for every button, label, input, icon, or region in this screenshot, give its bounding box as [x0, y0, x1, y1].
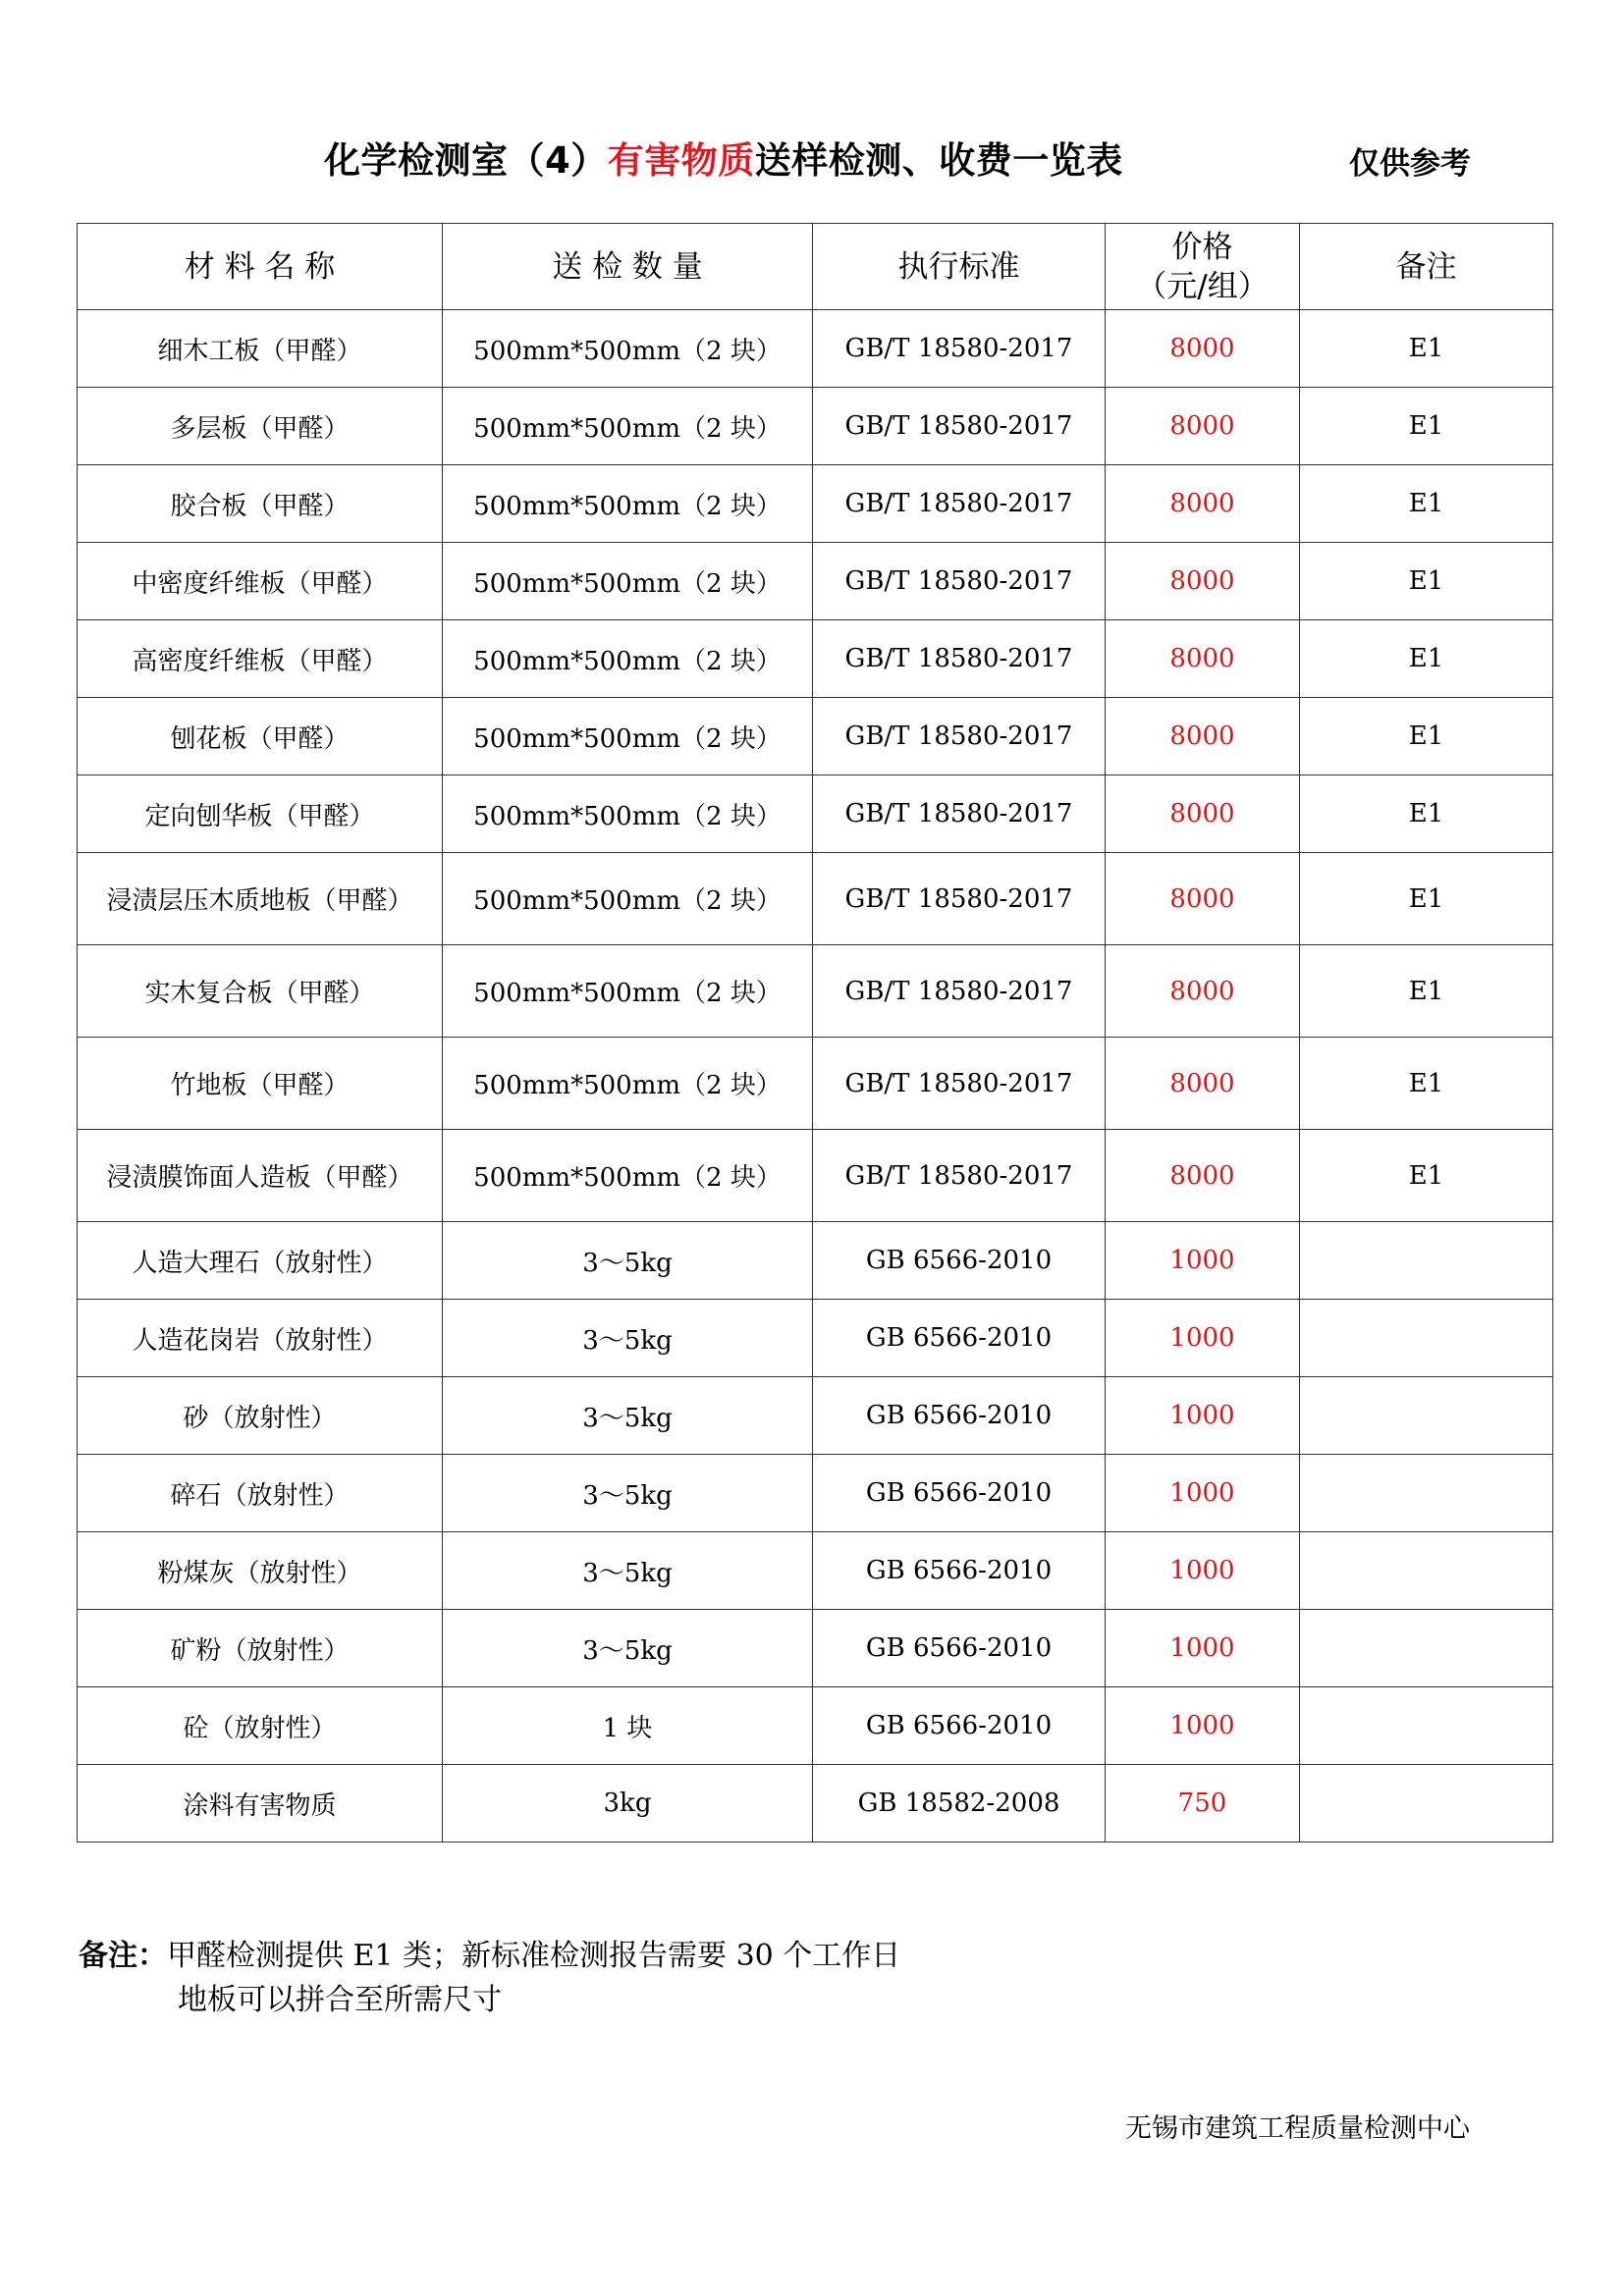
cell-price: 1000 — [1106, 1455, 1300, 1532]
cell-standard: GB 6566-2010 — [813, 1377, 1106, 1455]
cell-remark: E1 — [1300, 945, 1553, 1038]
cell-name: 多层板（甲醛） — [78, 388, 443, 465]
cell-standard: GB 6566-2010 — [813, 1610, 1106, 1687]
cell-name: 涂料有害物质 — [78, 1765, 443, 1842]
cell-standard: GB 6566-2010 — [813, 1687, 1106, 1765]
title-suffix: 送样检测、收费一览表 — [754, 139, 1123, 182]
cell-price: 1000 — [1106, 1610, 1300, 1687]
cell-standard: GB/T 18580-2017 — [813, 775, 1106, 853]
cell-price: 750 — [1106, 1765, 1300, 1842]
table-row — [78, 620, 1553, 698]
table-row — [78, 1765, 1553, 1842]
cell-remark: E1 — [1300, 698, 1553, 775]
cell-remark: E1 — [1300, 620, 1553, 698]
page-title — [324, 130, 1123, 192]
cell-standard: GB 6566-2010 — [813, 1222, 1106, 1300]
notes-label: 备注： — [79, 1939, 167, 1973]
cell-remark — [1300, 1610, 1553, 1687]
cell-name: 浸渍膜饰面人造板（甲醛） — [78, 1130, 443, 1222]
cell-remark — [1300, 1455, 1553, 1532]
cell-name: 人造大理石（放射性） — [78, 1222, 443, 1300]
table-row — [78, 1687, 1553, 1765]
cell-price: 1000 — [1106, 1687, 1300, 1765]
cell-standard: GB/T 18580-2017 — [813, 853, 1106, 945]
table-row — [78, 945, 1553, 1038]
cell-price: 1000 — [1106, 1222, 1300, 1300]
header-price-unit: （元/组） — [1136, 268, 1269, 304]
header-quantity: 送 检 数 量 — [443, 224, 813, 310]
cell-price: 8000 — [1106, 775, 1300, 853]
cell-price: 8000 — [1106, 465, 1300, 543]
cell-remark — [1300, 1300, 1553, 1377]
cell-quantity: 500mm*500mm（2 块） — [443, 388, 813, 465]
cell-quantity: 500mm*500mm（2 块） — [443, 620, 813, 698]
table-row — [78, 1130, 1553, 1222]
cell-name: 碎石（放射性） — [78, 1455, 443, 1532]
cell-standard: GB/T 18580-2017 — [813, 543, 1106, 620]
cell-name: 中密度纤维板（甲醛） — [78, 543, 443, 620]
table-row — [78, 1300, 1553, 1377]
cell-standard: GB/T 18580-2017 — [813, 1130, 1106, 1222]
cell-price: 1000 — [1106, 1532, 1300, 1610]
notes-block — [79, 1934, 900, 2022]
cell-remark — [1300, 1532, 1553, 1610]
cell-remark — [1300, 1687, 1553, 1765]
cell-price: 1000 — [1106, 1300, 1300, 1377]
cell-quantity: 500mm*500mm（2 块） — [443, 1130, 813, 1222]
cell-price: 8000 — [1106, 1038, 1300, 1130]
cell-name: 竹地板（甲醛） — [78, 1038, 443, 1130]
cell-quantity: 3～5kg — [443, 1532, 813, 1610]
cell-remark: E1 — [1300, 1130, 1553, 1222]
header — [324, 130, 1483, 192]
cell-quantity: 3～5kg — [443, 1300, 813, 1377]
cell-price: 8000 — [1106, 698, 1300, 775]
notes-line-1 — [79, 1934, 900, 1978]
cell-price: 1000 — [1106, 1377, 1300, 1455]
table-row — [78, 1038, 1553, 1130]
cell-standard: GB/T 18580-2017 — [813, 945, 1106, 1038]
cell-standard: GB 6566-2010 — [813, 1455, 1106, 1532]
table-row — [78, 543, 1553, 620]
cell-standard: GB/T 18580-2017 — [813, 698, 1106, 775]
title-highlight: 有害物质 — [607, 139, 755, 182]
cell-remark: E1 — [1300, 388, 1553, 465]
cell-remark — [1300, 1765, 1553, 1842]
cell-standard: GB 6566-2010 — [813, 1532, 1106, 1610]
cell-remark: E1 — [1300, 310, 1553, 388]
cell-remark: E1 — [1300, 543, 1553, 620]
cell-price: 8000 — [1106, 620, 1300, 698]
title-prefix: 化学检测室（4） — [324, 139, 608, 182]
cell-remark — [1300, 1222, 1553, 1300]
table-row — [78, 775, 1553, 853]
table-row — [78, 1377, 1553, 1455]
table-row — [78, 1455, 1553, 1532]
table-row — [78, 388, 1553, 465]
header-price-label: 价格 — [1171, 229, 1233, 265]
fee-table — [77, 223, 1553, 1842]
cell-name: 砼（放射性） — [78, 1687, 443, 1765]
cell-remark: E1 — [1300, 775, 1553, 853]
cell-name: 刨花板（甲醛） — [78, 698, 443, 775]
cell-remark: E1 — [1300, 853, 1553, 945]
cell-standard: GB/T 18580-2017 — [813, 1038, 1106, 1130]
cell-quantity: 500mm*500mm（2 块） — [443, 853, 813, 945]
cell-name: 高密度纤维板（甲醛） — [78, 620, 443, 698]
cell-quantity: 3～5kg — [443, 1377, 813, 1455]
cell-price: 8000 — [1106, 543, 1300, 620]
cell-quantity: 500mm*500mm（2 块） — [443, 698, 813, 775]
cell-quantity: 3kg — [443, 1765, 813, 1842]
cell-quantity: 3～5kg — [443, 1455, 813, 1532]
cell-name: 浸渍层压木质地板（甲醛） — [78, 853, 443, 945]
cell-price: 8000 — [1106, 853, 1300, 945]
cell-quantity: 500mm*500mm（2 块） — [443, 543, 813, 620]
cell-price: 8000 — [1106, 310, 1300, 388]
cell-standard: GB 6566-2010 — [813, 1300, 1106, 1377]
cell-quantity: 500mm*500mm（2 块） — [443, 465, 813, 543]
cell-standard: GB/T 18580-2017 — [813, 620, 1106, 698]
table-row — [78, 465, 1553, 543]
header-standard: 执行标准 — [813, 224, 1106, 310]
header-remark: 备注 — [1300, 224, 1553, 310]
header-name: 材 料 名 称 — [78, 224, 443, 310]
cell-quantity: 500mm*500mm（2 块） — [443, 1038, 813, 1130]
table-row — [78, 698, 1553, 775]
table-row — [78, 310, 1553, 388]
cell-price: 8000 — [1106, 945, 1300, 1038]
table-row — [78, 1222, 1553, 1300]
cell-standard: GB 18582-2008 — [813, 1765, 1106, 1842]
cell-price: 8000 — [1106, 1130, 1300, 1222]
cell-standard: GB/T 18580-2017 — [813, 465, 1106, 543]
header-price — [1106, 224, 1300, 310]
notes-line-2: 地板可以拼合至所需尺寸 — [178, 1983, 502, 2017]
table-row — [78, 1610, 1553, 1687]
table-row — [78, 1532, 1553, 1610]
cell-quantity: 500mm*500mm（2 块） — [443, 775, 813, 853]
cell-standard: GB/T 18580-2017 — [813, 388, 1106, 465]
table-header-row — [78, 224, 1553, 310]
cell-name: 胶合板（甲醛） — [78, 465, 443, 543]
cell-price: 8000 — [1106, 388, 1300, 465]
cell-remark — [1300, 1377, 1553, 1455]
reference-note: 仅供参考 — [1349, 146, 1471, 182]
cell-name: 细木工板（甲醛） — [78, 310, 443, 388]
cell-remark: E1 — [1300, 1038, 1553, 1130]
cell-name: 人造花岗岩（放射性） — [78, 1300, 443, 1377]
cell-name: 砂（放射性） — [78, 1377, 443, 1455]
cell-name: 矿粉（放射性） — [78, 1610, 443, 1687]
cell-quantity: 500mm*500mm（2 块） — [443, 945, 813, 1038]
table-row — [78, 853, 1553, 945]
notes-text-1: 甲醛检测提供 E1 类；新标准检测报告需要 30 个工作日 — [167, 1939, 901, 1973]
cell-name: 实木复合板（甲醛） — [78, 945, 443, 1038]
cell-name: 定向刨华板（甲醛） — [78, 775, 443, 853]
organization-name: 无锡市建筑工程质量检测中心 — [1125, 2113, 1470, 2144]
cell-remark: E1 — [1300, 465, 1553, 543]
cell-quantity: 3～5kg — [443, 1222, 813, 1300]
cell-quantity: 500mm*500mm（2 块） — [443, 310, 813, 388]
cell-quantity: 3～5kg — [443, 1610, 813, 1687]
cell-name: 粉煤灰（放射性） — [78, 1532, 443, 1610]
cell-quantity: 1 块 — [443, 1687, 813, 1765]
cell-standard: GB/T 18580-2017 — [813, 310, 1106, 388]
